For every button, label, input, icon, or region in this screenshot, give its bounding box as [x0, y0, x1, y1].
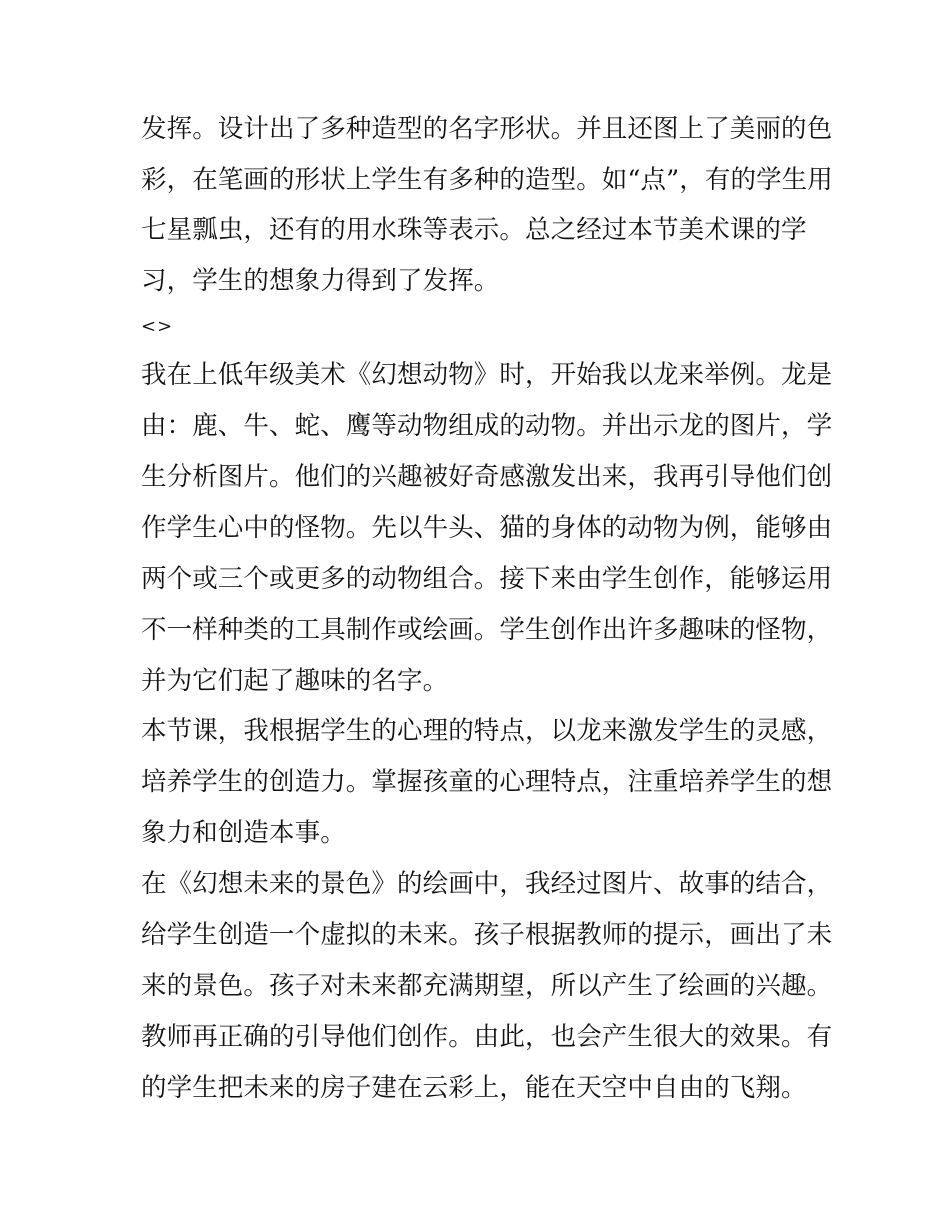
paragraph-line: 我在上低年级美术《幻想动物》时，开始我以龙来举例。龙是: [141, 360, 833, 390]
paragraph-line: 彩，在笔画的形状上学生有多种的造型。如“点”，有的学生用: [141, 165, 833, 195]
paragraph-line: 本节课，我根据学生的心理的特点，以龙来激发学生的灵感，: [141, 716, 833, 746]
section-marker: <>: [141, 316, 174, 337]
paragraph-line: 在《幻想未来的景色》的绘画中，我经过图片、故事的结合，: [141, 869, 833, 899]
paragraph-line: 习，学生的想象力得到了发挥。: [141, 266, 500, 296]
paragraph-line: 两个或三个或更多的动物组合。接下来由学生创作，能够运用: [141, 564, 833, 594]
paragraph-line: 七星瓢虫，还有的用水珠等表示。总之经过本节美术课的学: [141, 215, 807, 245]
paragraph-line: 生分析图片。他们的兴趣被好奇感激发出来，我再引导他们创: [141, 462, 833, 492]
paragraph-line: 来的景色。孩子对未来都充满期望，所以产生了绘画的兴趣。: [141, 971, 833, 1001]
paragraph-line: 发挥。设计出了多种造型的名字形状。并且还图上了美丽的色: [141, 114, 833, 144]
paragraph-line: 教师再正确的引导他们创作。由此，也会产生很大的效果。有: [141, 1022, 833, 1052]
paragraph-line: 并为它们起了趣味的名字。: [141, 666, 449, 696]
paragraph-line: 的学生把未来的房子建在云彩上，能在天空中自由的飞翔。: [141, 1073, 807, 1103]
paragraph-line: 培养学生的创造力。掌握孩童的心理特点，注重培养学生的想: [141, 767, 833, 797]
paragraph-line: 象力和创造本事。: [141, 818, 346, 848]
paragraph-line: 由：鹿、牛、蛇、鹰等动物组成的动物。并出示龙的图片，学: [141, 411, 833, 441]
paragraph-line: 作学生心中的怪物。先以牛头、猫的身体的动物为例，能够由: [141, 513, 833, 543]
paragraph-line: 给学生创造一个虚拟的未来。孩子根据教师的提示，画出了未: [141, 920, 833, 950]
paragraph-line: 不一样种类的工具制作或绘画。学生创作出许多趣味的怪物，: [141, 615, 833, 645]
